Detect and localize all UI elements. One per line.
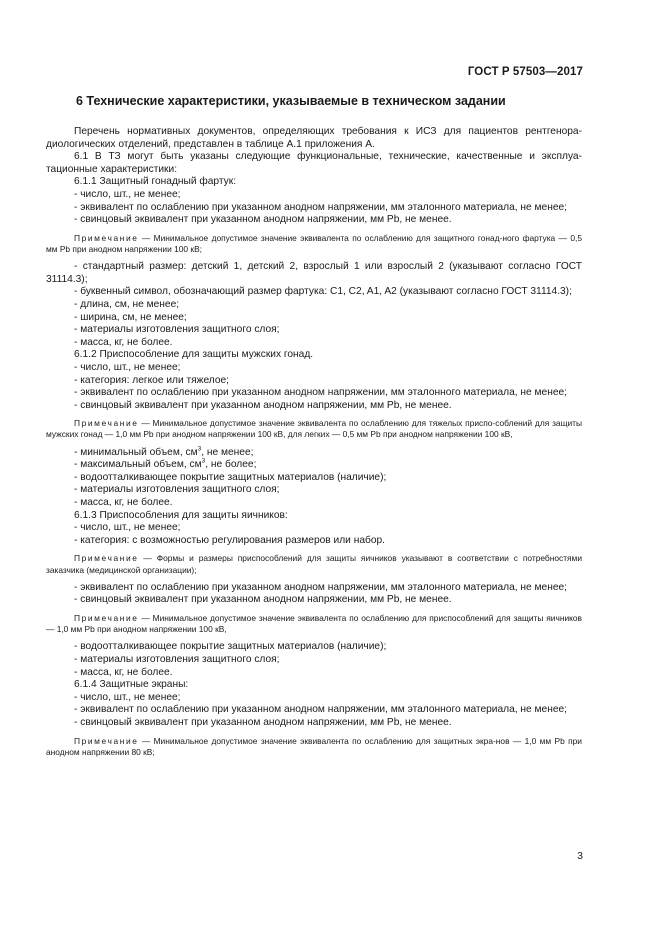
note-text: — Минимальное допустимое значение эквивалента по ослаблению для защитного гонад-ного фартука — 0,5 мм Pb при анодном напряжении 100 кВ; bbox=[46, 232, 582, 254]
list-item: - масса, кг, не более. bbox=[74, 336, 173, 348]
note-label: Примечание bbox=[74, 418, 139, 429]
list-item: - минимальный объем, $см^3$, не менее; bbox=[74, 445, 254, 458]
note-label: Примечание bbox=[74, 553, 139, 564]
list-item: - буквенный символ, обозначающий размер фартука: C1, C2, A1, A2 (указывают согласно ГОСТ 31114.3); bbox=[74, 286, 572, 298]
list-item: - материалы изготовления защитного слоя; bbox=[74, 654, 280, 666]
list-item: - число, шт., не менее; bbox=[74, 691, 181, 703]
section-title: 6 Технические характеристики, указываемые в техническом задании bbox=[76, 94, 506, 108]
list-item: - материалы изготовления защитного слоя; bbox=[74, 324, 280, 336]
note bbox=[46, 613, 582, 635]
list-item: - категория: с возможностью регулирования размеров или набор. bbox=[74, 534, 385, 546]
list-item: - эквивалент по ослаблению при указанном анодном напряжении, мм эталонного материала, не менее; bbox=[74, 201, 567, 213]
note-text: — Минимальное допустимое значение эквивалента по ослаблению для защитных экра-нов — 1,0 мм Pb при анодном напряжении 80 кВ; bbox=[46, 735, 582, 757]
list-item: - эквивалент по ослаблению при указанном анодном напряжении, мм эталонного материала, не менее; bbox=[74, 581, 567, 593]
list-item: - число, шт., не менее; bbox=[74, 361, 181, 373]
note bbox=[46, 418, 582, 440]
list-item: - свинцовый эквивалент при указанном анодном напряжении, мм Pb, не менее. bbox=[74, 717, 452, 728]
list-item: - максимальный объем, $см^3$, не более; bbox=[74, 457, 257, 471]
list-item: - свинцовый эквивалент при указанном анодном напряжении, мм Pb, не менее. bbox=[74, 399, 452, 411]
paragraph: 6.1 В ТЗ могут быть указаны следующие функциональные, технические, качественные и эксплуа-тационные характеристики: bbox=[46, 151, 582, 175]
note-text: — Минимальное допустимое значение эквивалента по ослаблению для приспособлений для защиты яичников — 1,0 мм Pb при анодном напряжении 100 кВ, bbox=[46, 613, 582, 635]
note bbox=[46, 233, 582, 255]
list-item: - водоотталкивающее покрытие защитных материалов (наличие); bbox=[74, 471, 387, 483]
document-body bbox=[46, 126, 582, 764]
list-item: - длина, см, не менее; bbox=[74, 298, 180, 310]
list-item: - стандартный размер: детский 1, детский 2, взрослый 1 или взрослый 2 (указывают согласно ГОСТ 31114.3); bbox=[46, 261, 582, 285]
list-item: - водоотталкивающее покрытие защитных материалов (наличие); bbox=[74, 641, 387, 653]
list-item: - масса, кг, не более. bbox=[74, 497, 173, 509]
list-item: - свинцовый эквивалент при указанном анодном напряжении, мм Pb, не менее. bbox=[74, 594, 452, 606]
list-item: - ширина, см, не менее; bbox=[74, 311, 187, 323]
superscript: 3 bbox=[201, 457, 206, 465]
note-label: Примечание bbox=[74, 232, 139, 243]
list-item: - материалы изготовления защитного слоя; bbox=[74, 484, 280, 496]
note bbox=[46, 553, 582, 575]
subsection-heading: 6.1.4 Защитные экраны: bbox=[74, 679, 189, 691]
document-code: ГОСТ Р 57503—2017 bbox=[467, 66, 583, 78]
superscript: 3 bbox=[197, 445, 202, 453]
subsection-heading: 6.1.1 Защитный гонадный фартук: bbox=[74, 176, 237, 188]
note-label: Примечание bbox=[74, 735, 139, 746]
page-number: 3 bbox=[577, 850, 583, 862]
list-item: - категория: легкое или тяжелое; bbox=[74, 374, 230, 386]
note-text: — Минимальное допустимое значение эквивалента по ослаблению для тяжелых приспо-соблений для защиты мужских гонад — 1,0 мм Pb при анодном напряжении 100 кВ, для легких — 0,5 мм Pb при анодном напряжении 100 кВ, bbox=[46, 418, 582, 440]
note-label: Примечание bbox=[74, 613, 139, 624]
list-item: - эквивалент по ослаблению при указанном анодном напряжении, мм эталонного материала, не менее; bbox=[74, 704, 567, 716]
list-item: - число, шт., не менее; bbox=[74, 188, 181, 200]
list-item: - число, шт., не менее; bbox=[74, 522, 181, 534]
list-item: - эквивалент по ослаблению при указанном анодном напряжении, мм эталонного материала, не менее; bbox=[74, 387, 567, 399]
list-item: - свинцовый эквивалент при указанном анодном напряжении, мм Pb, не менее. bbox=[74, 214, 452, 226]
list-item: - масса, кг, не более. bbox=[74, 666, 173, 678]
paragraph: Перечень нормативных документов, определяющих требования к ИСЗ для пациентов рентгенора-диологических отделений, представлен в таблице А.1 приложения А. bbox=[46, 126, 582, 150]
note-text: — Формы и размеры приспособлений для защиты яичников указывают в соответствии с потребностями заказчика (медицинской организации); bbox=[46, 553, 582, 575]
subsection-heading: 6.1.2 Приспособление для защиты мужских гонад. bbox=[74, 349, 314, 361]
note bbox=[46, 736, 582, 758]
subsection-heading: 6.1.3 Приспособления для защиты яичников: bbox=[74, 509, 288, 521]
